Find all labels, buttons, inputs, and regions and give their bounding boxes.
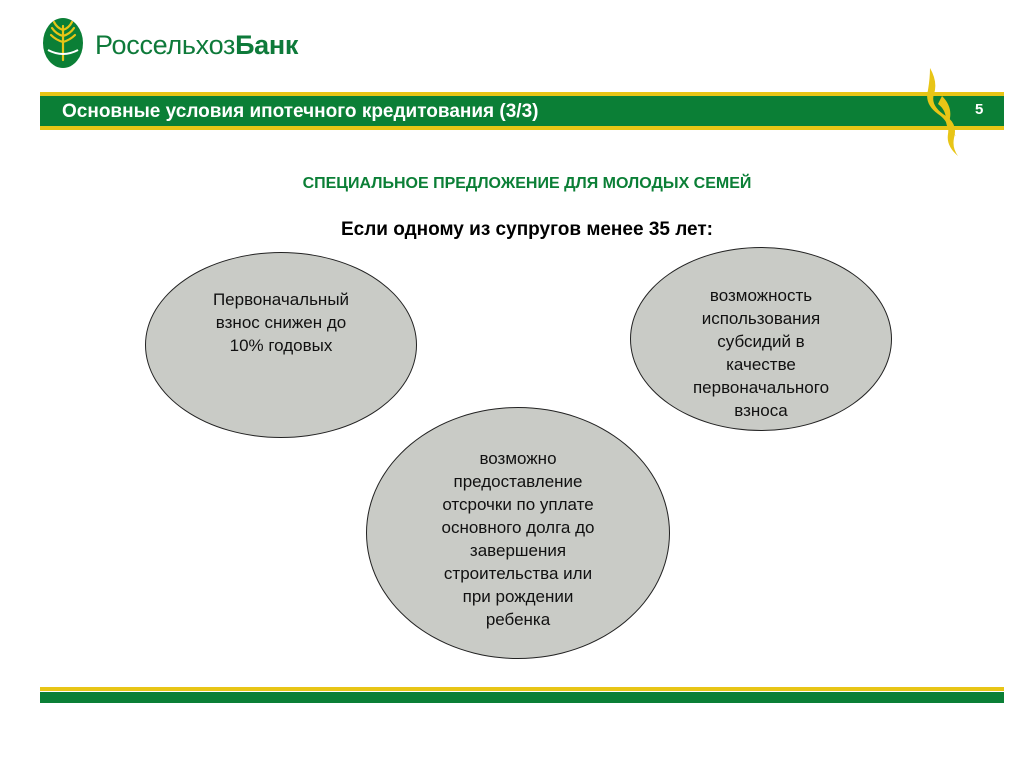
benefit-line: строительства или (443, 564, 593, 583)
benefit-line: ребенка (485, 610, 551, 629)
benefit-text-down-payment (145, 288, 417, 357)
benefit-line: основного долга до (441, 518, 595, 537)
benefit-line: при рождении (462, 587, 574, 606)
footer-gold-stripe (40, 687, 1004, 691)
benefit-line: отсрочки по уплате (442, 495, 594, 514)
benefit-text-subsidies (630, 284, 892, 422)
bank-name (95, 30, 298, 61)
benefit-line: качестве (726, 355, 796, 374)
bank-emblem-icon (40, 14, 86, 70)
footer-green-band (40, 692, 1004, 703)
slide-title: Основные условия ипотечного кредитования (3/3) (62, 101, 539, 122)
benefit-line: возможно (479, 449, 557, 468)
benefit-line: субсидий в (717, 332, 805, 351)
title-bar (40, 92, 1004, 130)
bank-logo[interactable] (40, 14, 340, 70)
footer-bar (40, 687, 1004, 703)
benefit-line: использования (701, 309, 821, 328)
benefit-line: возможность (709, 286, 813, 305)
benefit-line: Первоначальный (212, 290, 350, 309)
bank-name-regular: Россельхоз (95, 30, 236, 60)
benefit-line: взнос снижен до (215, 313, 347, 332)
benefit-line: предоставление (453, 472, 583, 491)
eligibility-condition: Если одному из супругов менее 35 лет: (340, 219, 714, 240)
benefit-text-deferral (366, 447, 670, 631)
benefit-line: взноса (734, 401, 788, 420)
benefit-line: завершения (469, 541, 567, 560)
page-number: 5 (975, 101, 984, 118)
offer-subtitle: СПЕЦИАЛЬНОЕ ПРЕДЛОЖЕНИЕ ДЛЯ МОЛОДЫХ СЕМЕЙ (302, 175, 752, 192)
bank-name-bold: Банк (235, 30, 299, 60)
benefit-line: 10% годовых (229, 336, 333, 355)
flame-decoration-icon (924, 66, 964, 158)
benefit-line: первоначального (692, 378, 830, 397)
title-bar-gold-stripe-bottom (40, 126, 1004, 130)
